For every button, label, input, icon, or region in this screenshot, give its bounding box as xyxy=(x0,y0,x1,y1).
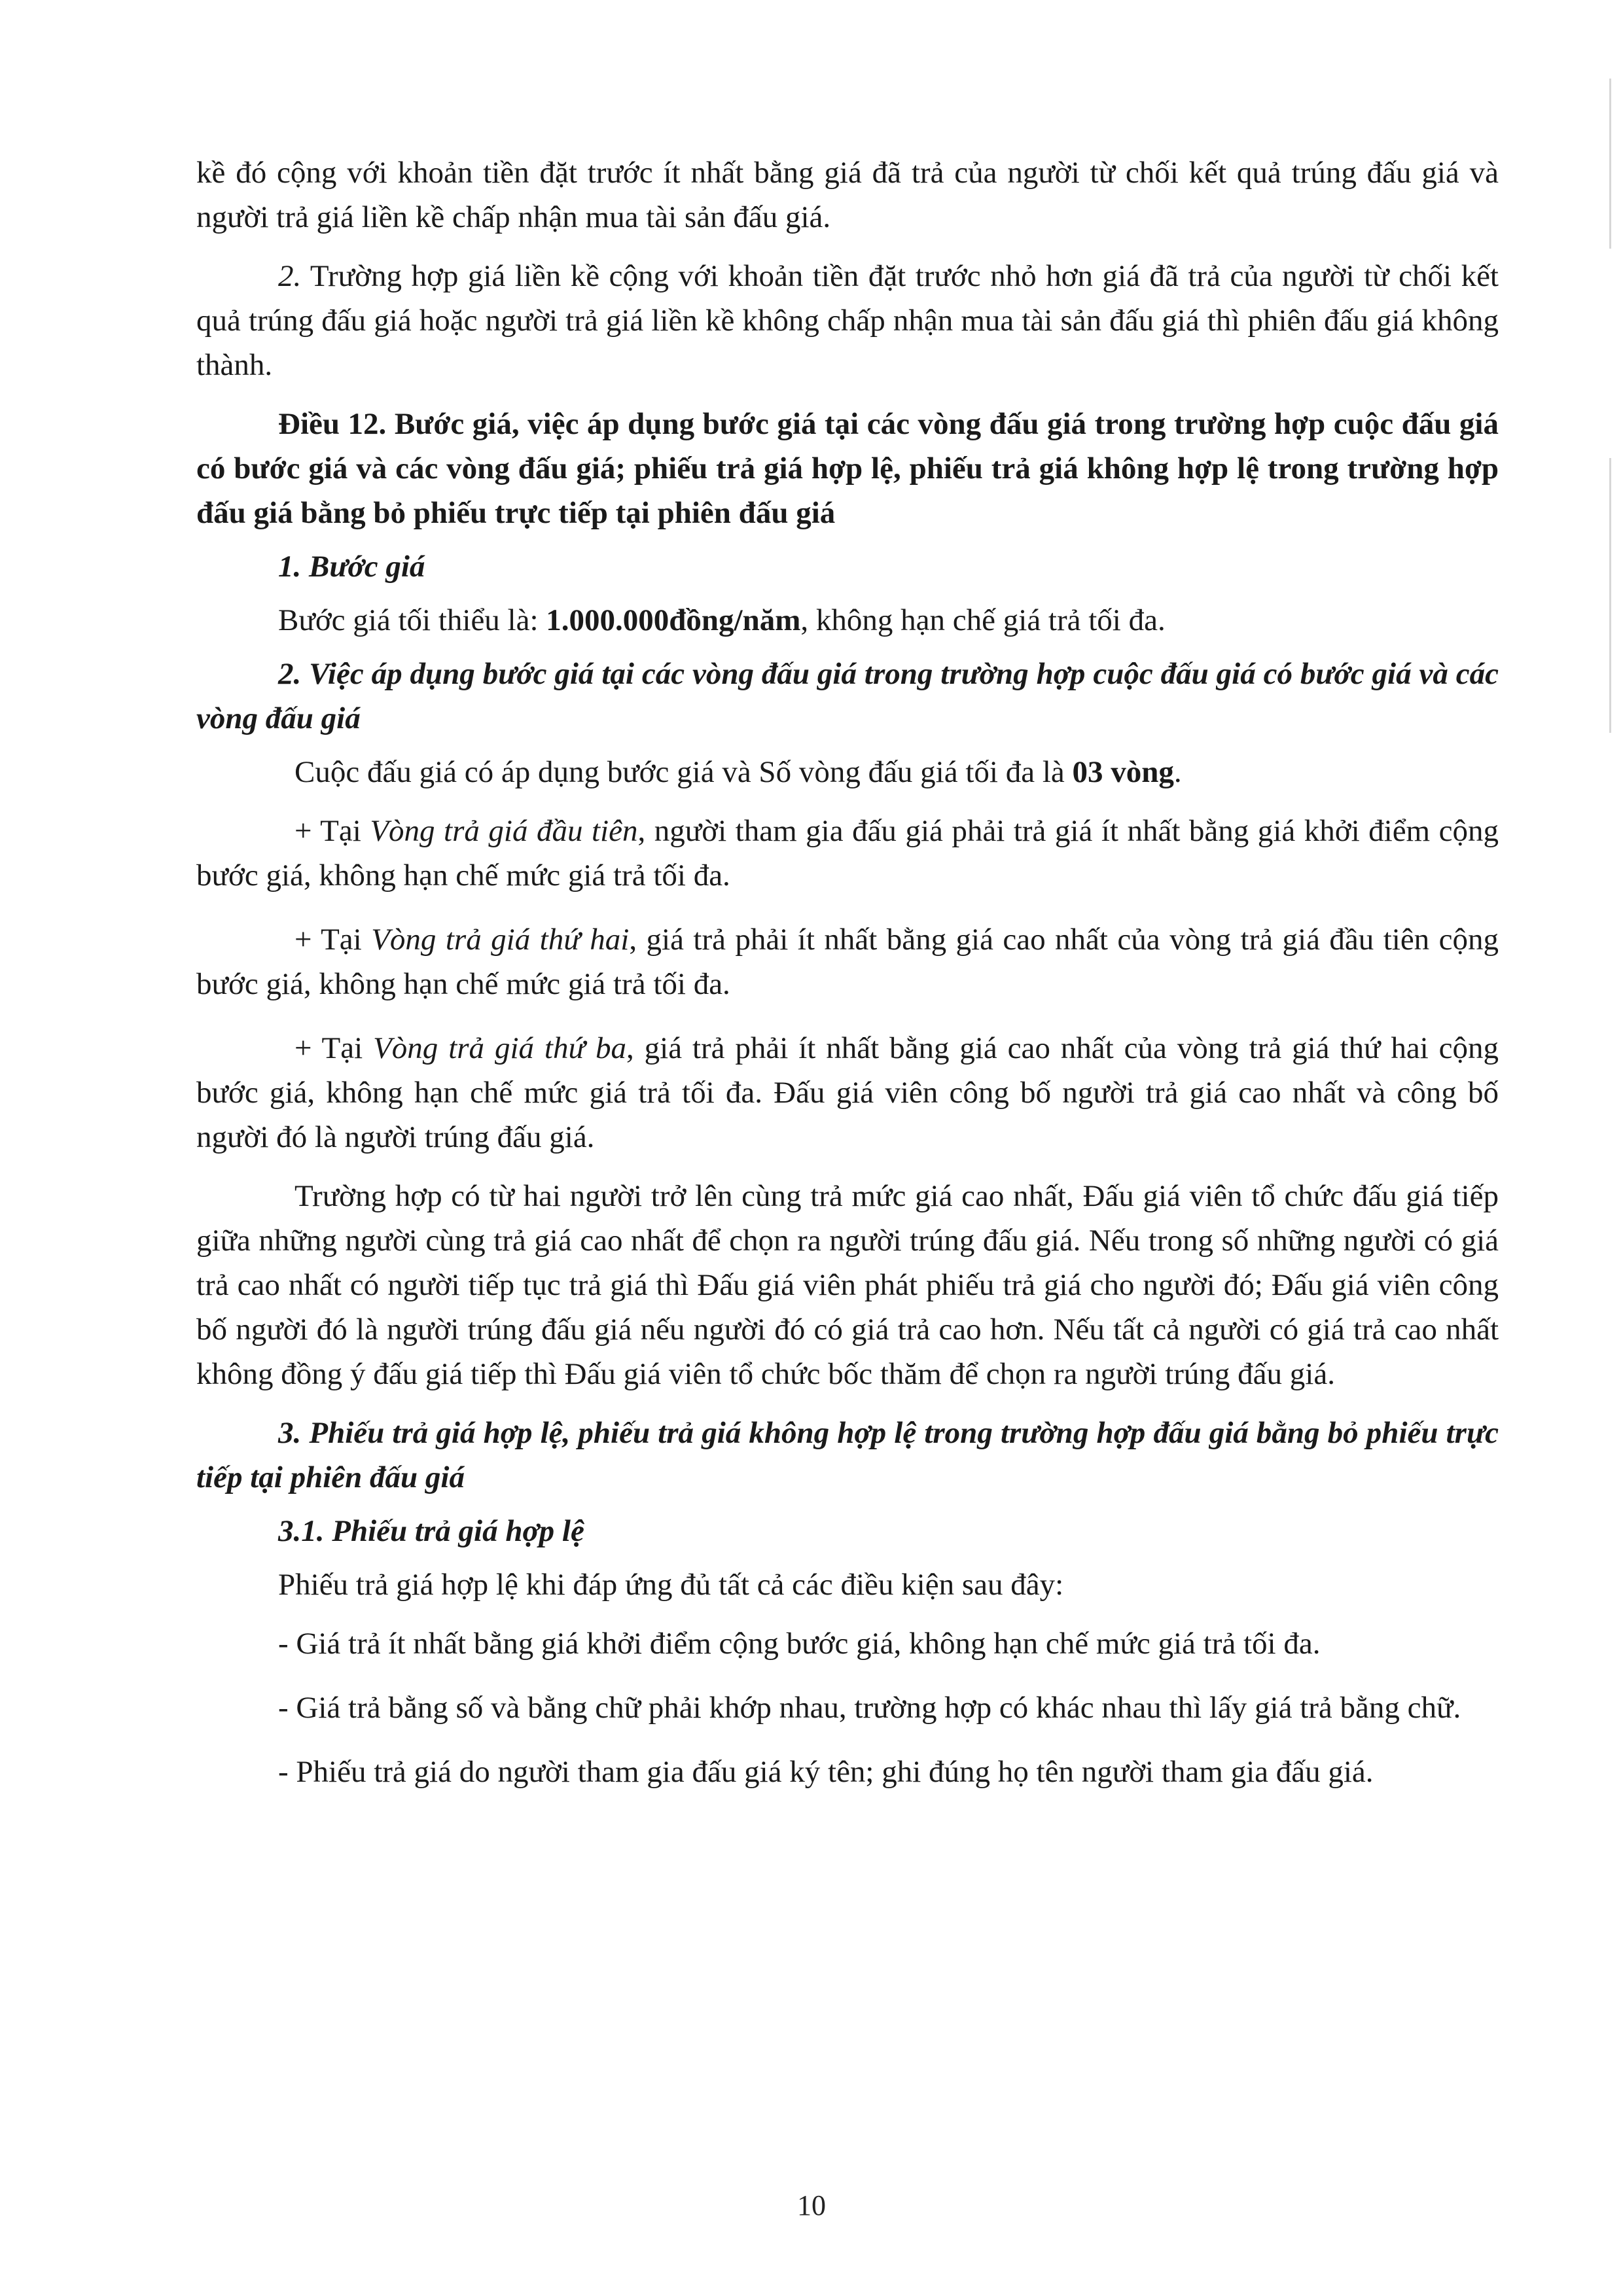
round-3-text: , giá trả phải ít nhất bằng giá cao nhất của vòng trả giá thứ hai cộng bước giá, không hạn chế mức giá trả tối đa. Đấu giá viên công bố người trả giá cao nhất và công bố người đó là người trúng đấu giá. xyxy=(196,1031,1499,1154)
scan-edge-mark xyxy=(1609,79,1611,249)
paragraph-2 xyxy=(196,254,1499,387)
round-3-prefix: + Tại xyxy=(294,1031,374,1065)
round-3-paragraph xyxy=(196,1026,1499,1159)
tie-rule-paragraph: Trường hợp có từ hai người trở lên cùng trả mức giá cao nhất, Đấu giá viên tổ chức đấu giá tiếp giữa những người cùng trả giá cao nhất để chọn ra người trúng đấu giá. Nếu trong số những người có giá trả cao nhất có người tiếp tục trả giá thì Đấu giá viên phát phiếu trả giá cho người đó; Đấu giá viên công bố người đó là người trúng đấu giá nếu người đó có giá trả cao hơn. Nếu tất cả người có giá trả cao nhất không đồng ý đấu giá tiếp thì Đấu giá viên tổ chức bốc thăm để chọn ra người trúng đấu giá. xyxy=(196,1179,1499,1391)
article-12-heading: Điều 12. Bước giá, việc áp dụng bước giá tại các vòng đấu giá trong trường hợp cuộc đấu giá có bước giá và các vòng đấu giá; phiếu trả giá hợp lệ, phiếu trả giá không hợp lệ trong trường hợp đấu giá bằng bỏ phiếu trực tiếp tại phiên đấu giá xyxy=(196,407,1499,530)
scan-edge-mark xyxy=(1609,458,1611,733)
section-2-heading: 2. Việc áp dụng bước giá tại các vòng đấu giá trong trường hợp cuộc đấu giá có bước giá và các vòng đấu giá xyxy=(196,657,1499,735)
min-step-suffix: , không hạn chế giá trả tối đa. xyxy=(800,603,1166,637)
paragraph-continuation: kề đó cộng với khoản tiền đặt trước ít nhất bằng giá đã trả của người từ chối kết quả trúng đấu giá và người trả giá liền kề chấp nhận mua tài sản đấu giá. xyxy=(196,156,1499,234)
min-step-prefix: Bước giá tối thiểu là: xyxy=(278,603,546,637)
round-2-text: , giá trả phải ít nhất bằng giá cao nhất của vòng trả giá đầu tiên cộng bước giá, không hạn chế mức giá trả tối đa. xyxy=(196,923,1499,1001)
round-3-name: Vòng trả giá thứ ba xyxy=(373,1031,626,1065)
round-1-name: Vòng trả giá đầu tiên xyxy=(370,814,638,848)
min-step-value: 1.000.000đồng/năm xyxy=(546,603,801,637)
min-step-paragraph xyxy=(196,598,1499,643)
valid-ballot-intro: Phiếu trả giá hợp lệ khi đáp ứng đủ tất cả các điều kiện sau đây: xyxy=(278,1568,1064,1602)
rounds-paragraph xyxy=(196,750,1499,794)
valid-condition-3: - Phiếu trả giá do người tham gia đấu giá ký tên; ghi đúng họ tên người tham gia đấu giá. xyxy=(278,1755,1374,1789)
round-2-paragraph xyxy=(196,917,1499,1006)
paragraph-2-number: 2. xyxy=(278,259,302,293)
document-page xyxy=(196,150,1499,1794)
section-1-heading: 1. Bước giá xyxy=(278,550,425,584)
round-1-paragraph xyxy=(196,809,1499,898)
paragraph-2-text: Trường hợp giá liền kề cộng với khoản tiền đặt trước nhỏ hơn giá đã trả của người từ chối kết quả trúng đấu giá hoặc người trả giá liền kề không chấp nhận mua tài sản đấu giá thì phiên đấu giá không thành. xyxy=(196,259,1499,382)
round-1-prefix: + Tại xyxy=(294,814,370,848)
round-2-prefix: + Tại xyxy=(294,923,372,957)
rounds-suffix: . xyxy=(1173,755,1182,789)
section-3-heading: 3. Phiếu trả giá hợp lệ, phiếu trả giá không hợp lệ trong trường hợp đấu giá bằng bỏ phiếu trực tiếp tại phiên đấu giá xyxy=(196,1416,1499,1494)
round-2-name: Vòng trả giá thứ hai xyxy=(371,923,630,957)
round-1-text: , người tham gia đấu giá phải trả giá ít nhất bằng giá khởi điểm cộng bước giá, không hạn chế mức giá trả tối đa. xyxy=(196,814,1499,892)
page-number: 10 xyxy=(797,2189,826,2221)
section-3-1-heading: 3.1. Phiếu trả giá hợp lệ xyxy=(278,1514,584,1548)
valid-condition-1: - Giá trả ít nhất bằng giá khởi điểm cộng bước giá, không hạn chế mức giá trả tối đa. xyxy=(278,1627,1321,1661)
valid-condition-2: - Giá trả bằng số và bằng chữ phải khớp nhau, trường hợp có khác nhau thì lấy giá trả bằng chữ. xyxy=(278,1691,1461,1725)
rounds-value: 03 vòng xyxy=(1072,755,1174,789)
rounds-prefix: Cuộc đấu giá có áp dụng bước giá và Số vòng đấu giá tối đa là xyxy=(294,755,1073,789)
